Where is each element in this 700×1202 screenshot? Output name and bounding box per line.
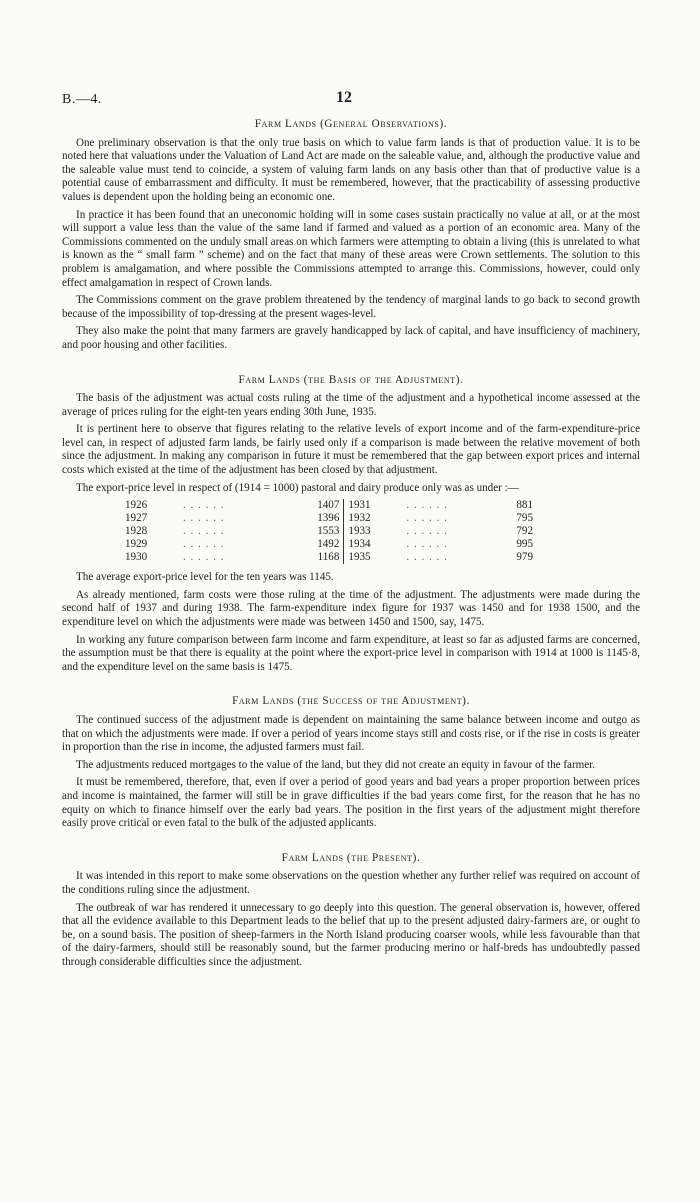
paragraph: The basis of the adjustment was actual costs ruling at the time of the adjustment and a hypothetical income assessed at the average of prices ruling for the eight-ten years ending 30th June, 1935.: [62, 392, 640, 418]
table-column-left: [125, 499, 344, 564]
section-heading-success-of-adjustment: Farm Lands (the Success of the Adjustment).: [232, 695, 470, 708]
paragraph: It must be remembered, therefore, that, even if over a period of good years and bad years a proper proportion between prices and income is maintained, the farmer will still be in grave difficulties if the bad years come first, for the reason that he has no equity on which to finance himself over the early bad years. The position in the first years of the adjustment might therefore easily prove critical or even fatal to the bulk of the adjusted applicants.: [62, 776, 640, 830]
table-row: [348, 538, 533, 551]
paragraph: It was intended in this report to make some observations on the question whether any further relief was required on account of the conditions ruling since the adjustment.: [62, 870, 640, 896]
paragraph: The adjustments reduced mortgages to the value of the land, but they did not create an equity in favour of the farmer.: [76, 758, 596, 771]
paragraph: The outbreak of war has rendered it unnecessary to go deeply into this question. The general observation is, however, offered that all the evidence available to this Department leads to the belief that up to the present adjusted dairy-farmers are, or ought to be, on a sound basis. The position of sheep-farmers in the North Island producing coarser wools, while less favourable than that of the dairy-farmers, should still be reasonably sound, but the farmer producing merino or half-breds has undoubtedly passed through considerable difficulties since the adjustment.: [62, 901, 640, 968]
export-price-table: [125, 499, 533, 564]
value-cell: 1492: [317, 538, 340, 551]
year-cell: 1931: [348, 499, 371, 512]
value-cell: 979: [516, 551, 533, 564]
leader-dots: . . . . . .: [183, 525, 225, 538]
document-reference: B.—4.: [62, 92, 102, 107]
table-row: [125, 525, 339, 538]
table-row: [348, 525, 533, 538]
paragraph: The continued success of the adjustment made is dependent on maintaining the same balance between income and outgo as that on which the adjustments were made. If over a period of years income stays still and costs rise, or if the rise in costs is greater in proportion than the rise in income, the adjusted farmers must fail.: [62, 714, 640, 754]
value-cell: 792: [516, 525, 533, 538]
paragraph: In working any future comparison between farm income and farm expenditure, at least so far as adjusted farms are concerned, the assumption must be that there is equality at the point where the export-price level in comparison with 1914 at 1000 is 1145·8, and the expenditure level on the same basis is 1475.: [62, 633, 640, 673]
paragraph: As already mentioned, farm costs were those ruling at the time of the adjustment. The adjustments were made during the second half of 1937 and during 1938. The farm-expenditure index figure for 1937 was 1450 and for 1938 1500, and the expenditure level on which the adjustments were made was between 1450 and 1500, say, 1475.: [62, 588, 640, 629]
leader-dots: . . . . . .: [406, 551, 448, 564]
year-cell: 1933: [348, 525, 371, 538]
table-row: [348, 499, 533, 512]
year-cell: 1935: [348, 551, 371, 564]
year-cell: 1929: [125, 538, 148, 551]
table-row: [125, 538, 339, 551]
value-cell: 795: [516, 512, 533, 525]
paragraph: The average export-price level for the ten years was 1145.: [76, 571, 334, 584]
value-cell: 881: [516, 499, 533, 512]
value-cell: 1396: [317, 512, 340, 525]
leader-dots: . . . . . .: [406, 538, 448, 551]
leader-dots: . . . . . .: [183, 512, 225, 525]
page-number: 12: [336, 89, 352, 106]
paragraph: In practice it has been found that an uneconomic holding will in some cases sustain practically no value at all, or at the most will support a value less than the value of the same land if farmed and valued as a portion of an economic area. Many of the Commissions commented on the unduly small areas on which farmers were attempting to obtain a living (this is unrelated to what is known as the “ small farm ” scheme) and on the fact that many of these areas were Crown settlements. The solution to this problem is amalgamation, and where possible the Commissions attempted to arrange this. Commissions, however, could only effect amalgamation in respect of Crown lands.: [62, 208, 640, 289]
table-row: [348, 512, 533, 525]
value-cell: 1407: [317, 499, 340, 512]
leader-dots: . . . . . .: [183, 538, 225, 551]
value-cell: 1553: [317, 525, 340, 538]
value-cell: 995: [516, 538, 533, 551]
year-cell: 1928: [125, 525, 148, 538]
leader-dots: . . . . . .: [183, 551, 225, 564]
table-row: [125, 499, 339, 512]
leader-dots: . . . . . .: [406, 512, 448, 525]
year-cell: 1930: [125, 551, 148, 564]
document-body: [62, 118, 640, 974]
leader-dots: . . . . . .: [406, 499, 448, 512]
paragraph: It is pertinent here to observe that figures relating to the relative levels of export income and of the farm-expenditure-price level can, in respect of adjusted farm lands, be fairly used only if a comparison is made between the relative movement of both since the adjustment. In making any comparison in future it must be remembered that the gap between export prices and internal costs which existed at the time of the adjustment has been closed by that adjustment.: [62, 423, 640, 477]
table-row: [125, 512, 339, 525]
table-row: [125, 551, 339, 564]
year-cell: 1934: [348, 538, 371, 551]
year-cell: 1926: [125, 499, 148, 512]
section-heading-general-observations: Farm Lands (General Observations).: [254, 118, 448, 130]
year-cell: 1927: [125, 512, 148, 525]
table-column-right: [344, 499, 533, 564]
section-heading-the-present: Farm Lands (the Present).: [281, 851, 421, 864]
paragraph: The Commissions comment on the grave problem threatened by the tendency of marginal lands to go back to second growth because of the impossibility of top-dressing at the present wages-level.: [62, 294, 640, 320]
value-cell: 1168: [317, 551, 340, 564]
section-heading-basis-of-adjustment: Farm Lands (the Basis of the Adjustment).: [238, 373, 464, 386]
leader-dots: . . . . . .: [183, 499, 225, 512]
leader-dots: . . . . . .: [406, 525, 448, 538]
table-row: [348, 551, 533, 564]
paragraph: They also make the point that many farmers are gravely handicapped by lack of capital, and have insufficiency of machinery, and poor housing and other facilities.: [62, 325, 640, 351]
paragraph: One preliminary observation is that the only true basis on which to value farm lands is that of production value. It is to be noted here that valuations under the Valuation of Land Act are made on the saleable value, and, although the productive value and the saleable value must tend to coincide, a system of valuing farm lands on any basis other than that of productive value is a potential cause of embarrassment and difficulty. It must be remembered, however, that the practicability of assessing productive values is dependent upon the holding being an economic one.: [62, 136, 640, 203]
paragraph: The export-price level in respect of (1914 = 1000) pastoral and dairy produce only was as under :—: [76, 481, 519, 494]
year-cell: 1932: [348, 512, 371, 525]
